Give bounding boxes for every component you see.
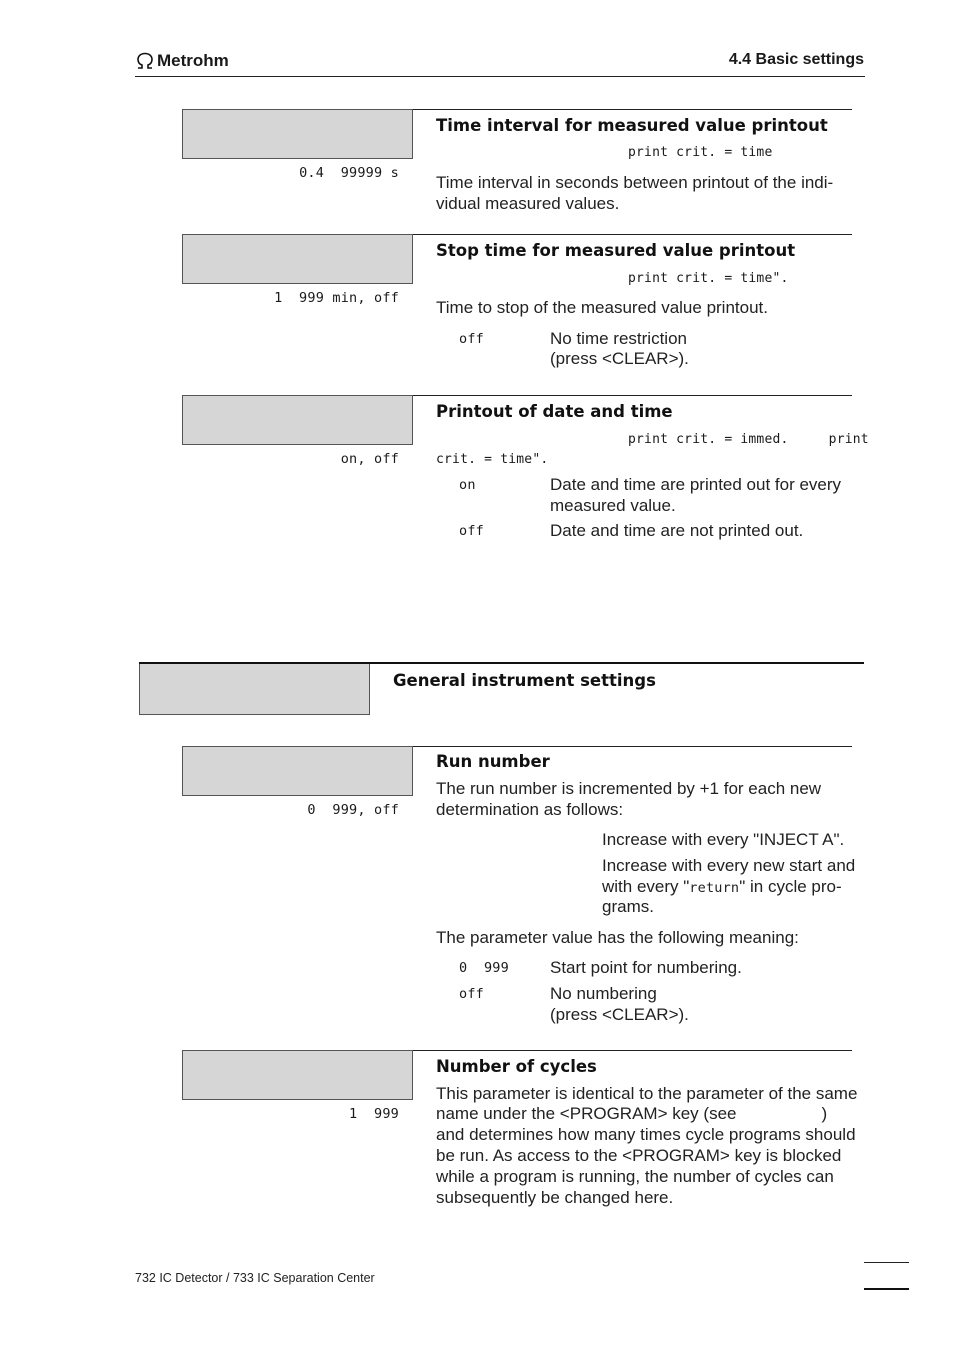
- footer-rule-bottom: [864, 1288, 909, 1290]
- increment-text: Increase with every new start and: [602, 856, 856, 875]
- cycles-text: and determines how many times cycle programs should: [436, 1125, 856, 1144]
- footer-product: 732 IC Detector / 733 IC Separation Center: [135, 1271, 375, 1285]
- cycles-text: subsequently be changed here.: [436, 1188, 674, 1207]
- param-range: 1 999: [349, 1106, 399, 1122]
- param-rule: [413, 109, 852, 110]
- increment-text: Increase with every "INJECT A".: [602, 830, 845, 849]
- option-code: off: [459, 523, 484, 539]
- param-range: 1 999 min, off: [274, 290, 399, 306]
- option-code: off: [459, 331, 484, 347]
- param-rule: [413, 395, 852, 396]
- param-condition: crit. = time".: [436, 452, 549, 467]
- brand-name: Metrohm: [157, 51, 229, 70]
- param-condition: print crit. = time".: [628, 271, 789, 286]
- option-text: Start point for numbering.: [550, 958, 742, 977]
- param-title: Number of cycles: [436, 1057, 597, 1076]
- param-range: 0.4 99999 s: [299, 165, 399, 181]
- option-text: Date and time are printed out for every: [550, 475, 842, 494]
- cycles-text: This parameter is identical to the parameter of the same: [436, 1084, 858, 1103]
- param-description: Time interval in seconds between printout of the indi-vidual measured values.: [436, 173, 834, 213]
- increment-text: with every "return" in cycle pro-: [602, 877, 842, 896]
- brand-logo: [135, 51, 229, 71]
- footer-rule-top: [864, 1262, 909, 1263]
- param-condition: print crit. = immed. print: [628, 432, 869, 447]
- section-rule-left: [139, 662, 370, 664]
- param-description: determination as follows:: [436, 800, 624, 819]
- param-description: Time to stop of the measured value printout.: [436, 298, 768, 317]
- option-text: Date and time are not printed out.: [550, 521, 804, 540]
- option-text: No time restriction: [550, 329, 687, 348]
- param-description: The run number is incremented by +1 for each new: [436, 779, 822, 798]
- meaning-text: The parameter value has the following meaning:: [436, 928, 799, 947]
- cycles-text: name under the <PROGRAM> key (see ): [436, 1104, 828, 1123]
- param-rule: [413, 746, 852, 747]
- param-title: Run number: [436, 752, 550, 771]
- section-display-box: [139, 663, 370, 715]
- option-code: 0 999: [459, 960, 509, 976]
- option-text: No numbering: [550, 984, 657, 1003]
- param-rule: [413, 234, 852, 235]
- cycles-text: be run. As access to the <PROGRAM> key is blocked: [436, 1146, 842, 1165]
- param-display-box: [182, 395, 413, 445]
- option-text: (press <CLEAR>).: [550, 349, 689, 368]
- param-display-box: [182, 746, 413, 796]
- option-text: (press <CLEAR>).: [550, 1005, 689, 1024]
- increment-text: grams.: [602, 897, 654, 916]
- param-range: 0 999, off: [307, 802, 399, 818]
- param-rule: [413, 1050, 852, 1051]
- section-title: General instrument settings: [393, 671, 656, 690]
- param-title: Stop time for measured value printout: [436, 241, 796, 260]
- header-rule: [135, 76, 865, 77]
- section-header: 4.4 Basic settings: [728, 51, 864, 68]
- param-condition: print crit. = time: [628, 145, 773, 160]
- param-title: Printout of date and time: [436, 402, 673, 421]
- param-display-box: [182, 109, 413, 159]
- option-code: on: [459, 477, 476, 493]
- option-text: measured value.: [550, 496, 676, 515]
- param-title: Time interval for measured value printout: [436, 116, 828, 135]
- option-code: off: [459, 986, 484, 1002]
- section-rule: [370, 662, 864, 664]
- cycles-text: while a program is running, the number of cycles can: [436, 1167, 834, 1186]
- param-display-box: [182, 234, 413, 284]
- param-display-box: [182, 1050, 413, 1100]
- omega-icon: [135, 52, 155, 70]
- param-range: on, off: [340, 451, 399, 467]
